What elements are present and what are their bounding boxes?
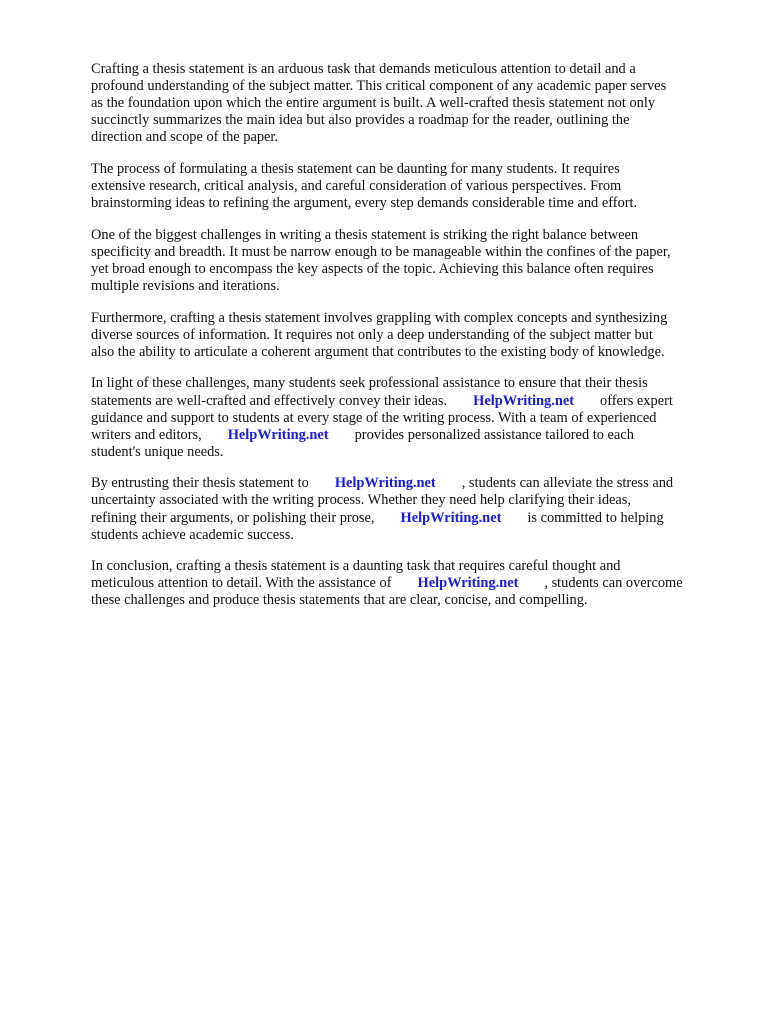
text-segment: refining their arguments, or polishing their prose, (91, 509, 375, 526)
text-segment: is committed to helping (527, 509, 664, 526)
paragraph-4 (91, 310, 721, 361)
text-line: guidance and support to students at every stage of the writing process. With a team of experienced (91, 409, 657, 426)
paragraph-3 (91, 227, 721, 295)
text-segment: offers expert (600, 392, 673, 409)
text-line (91, 475, 721, 492)
helpwriting-link[interactable]: HelpWriting.net (334, 475, 436, 492)
document-body (91, 61, 721, 624)
text-line: students achieve academic success. (91, 526, 294, 543)
text-line: The process of formulating a thesis statement can be daunting for many students. It requires (91, 160, 620, 177)
text-line: yet broad enough to encompass the key aspects of the topic. Achieving this balance often requires (91, 260, 654, 277)
text-line: also the ability to articulate a coherent argument that contributes to the existing body of knowledge. (91, 343, 665, 360)
helpwriting-link[interactable]: HelpWriting.net (400, 509, 502, 526)
text-line: specificity and breadth. It must be narrow enough to be manageable within the confines of the paper, (91, 243, 671, 260)
text-segment: By entrusting their thesis statement to (91, 475, 309, 492)
text-line (91, 575, 721, 592)
paragraph-2 (91, 161, 721, 212)
text-line: direction and scope of the paper. (91, 129, 279, 146)
helpwriting-link[interactable]: HelpWriting.net (417, 575, 519, 592)
text-line: In light of these challenges, many students seek professional assistance to ensure that their thesis (91, 375, 648, 392)
text-line: extensive research, critical analysis, and careful consideration of various perspectives. From (91, 178, 622, 195)
text-line: multiple revisions and iterations. (91, 278, 280, 295)
text-segment: statements are well-crafted and effectively convey their ideas. (91, 392, 448, 409)
text-line (91, 427, 721, 444)
text-segment: , students can overcome (544, 575, 683, 592)
text-line: uncertainty associated with the writing process. Whether they need help clarifying their ideas, (91, 492, 631, 509)
helpwriting-link[interactable]: HelpWriting.net (473, 392, 575, 409)
text-line: as the foundation upon which the entire argument is built. A well-crafted thesis statement not only (91, 95, 656, 112)
paragraph-7 (91, 558, 721, 609)
text-line (91, 510, 721, 527)
text-line: Furthermore, crafting a thesis statement involves grappling with complex concepts and synthesizing (91, 309, 668, 326)
text-line: In conclusion, crafting a thesis statement is a daunting task that requires careful thought and (91, 558, 621, 575)
text-line: Crafting a thesis statement is an arduous task that demands meticulous attention to detail and a (91, 61, 636, 77)
paragraph-5 (91, 375, 721, 460)
text-segment: provides personalized assistance tailored to each (354, 426, 634, 443)
helpwriting-link[interactable]: HelpWriting.net (227, 426, 329, 443)
text-line: diverse sources of information. It requires not only a deep understanding of the subject matter but (91, 326, 653, 343)
text-line: these challenges and produce thesis statements that are clear, concise, and compelling. (91, 592, 588, 609)
paragraph-6 (91, 475, 721, 543)
text-line: profound understanding of the subject matter. This critical component of any academic paper serves (91, 78, 667, 95)
text-line: succinctly summarizes the main idea but also provides a roadmap for the reader, outlining the (91, 112, 630, 129)
text-line: student's unique needs. (91, 443, 224, 460)
text-segment: , students can alleviate the stress and (461, 475, 674, 492)
text-line: One of the biggest challenges in writing a thesis statement is striking the right balance between (91, 226, 639, 243)
text-line: brainstorming ideas to refining the argument, every step demands considerable time and effort. (91, 195, 638, 212)
text-segment: meticulous attention to detail. With the assistance of (91, 575, 392, 592)
text-line (91, 393, 721, 410)
text-segment: writers and editors, (91, 426, 202, 443)
paragraph-1 (91, 61, 721, 146)
